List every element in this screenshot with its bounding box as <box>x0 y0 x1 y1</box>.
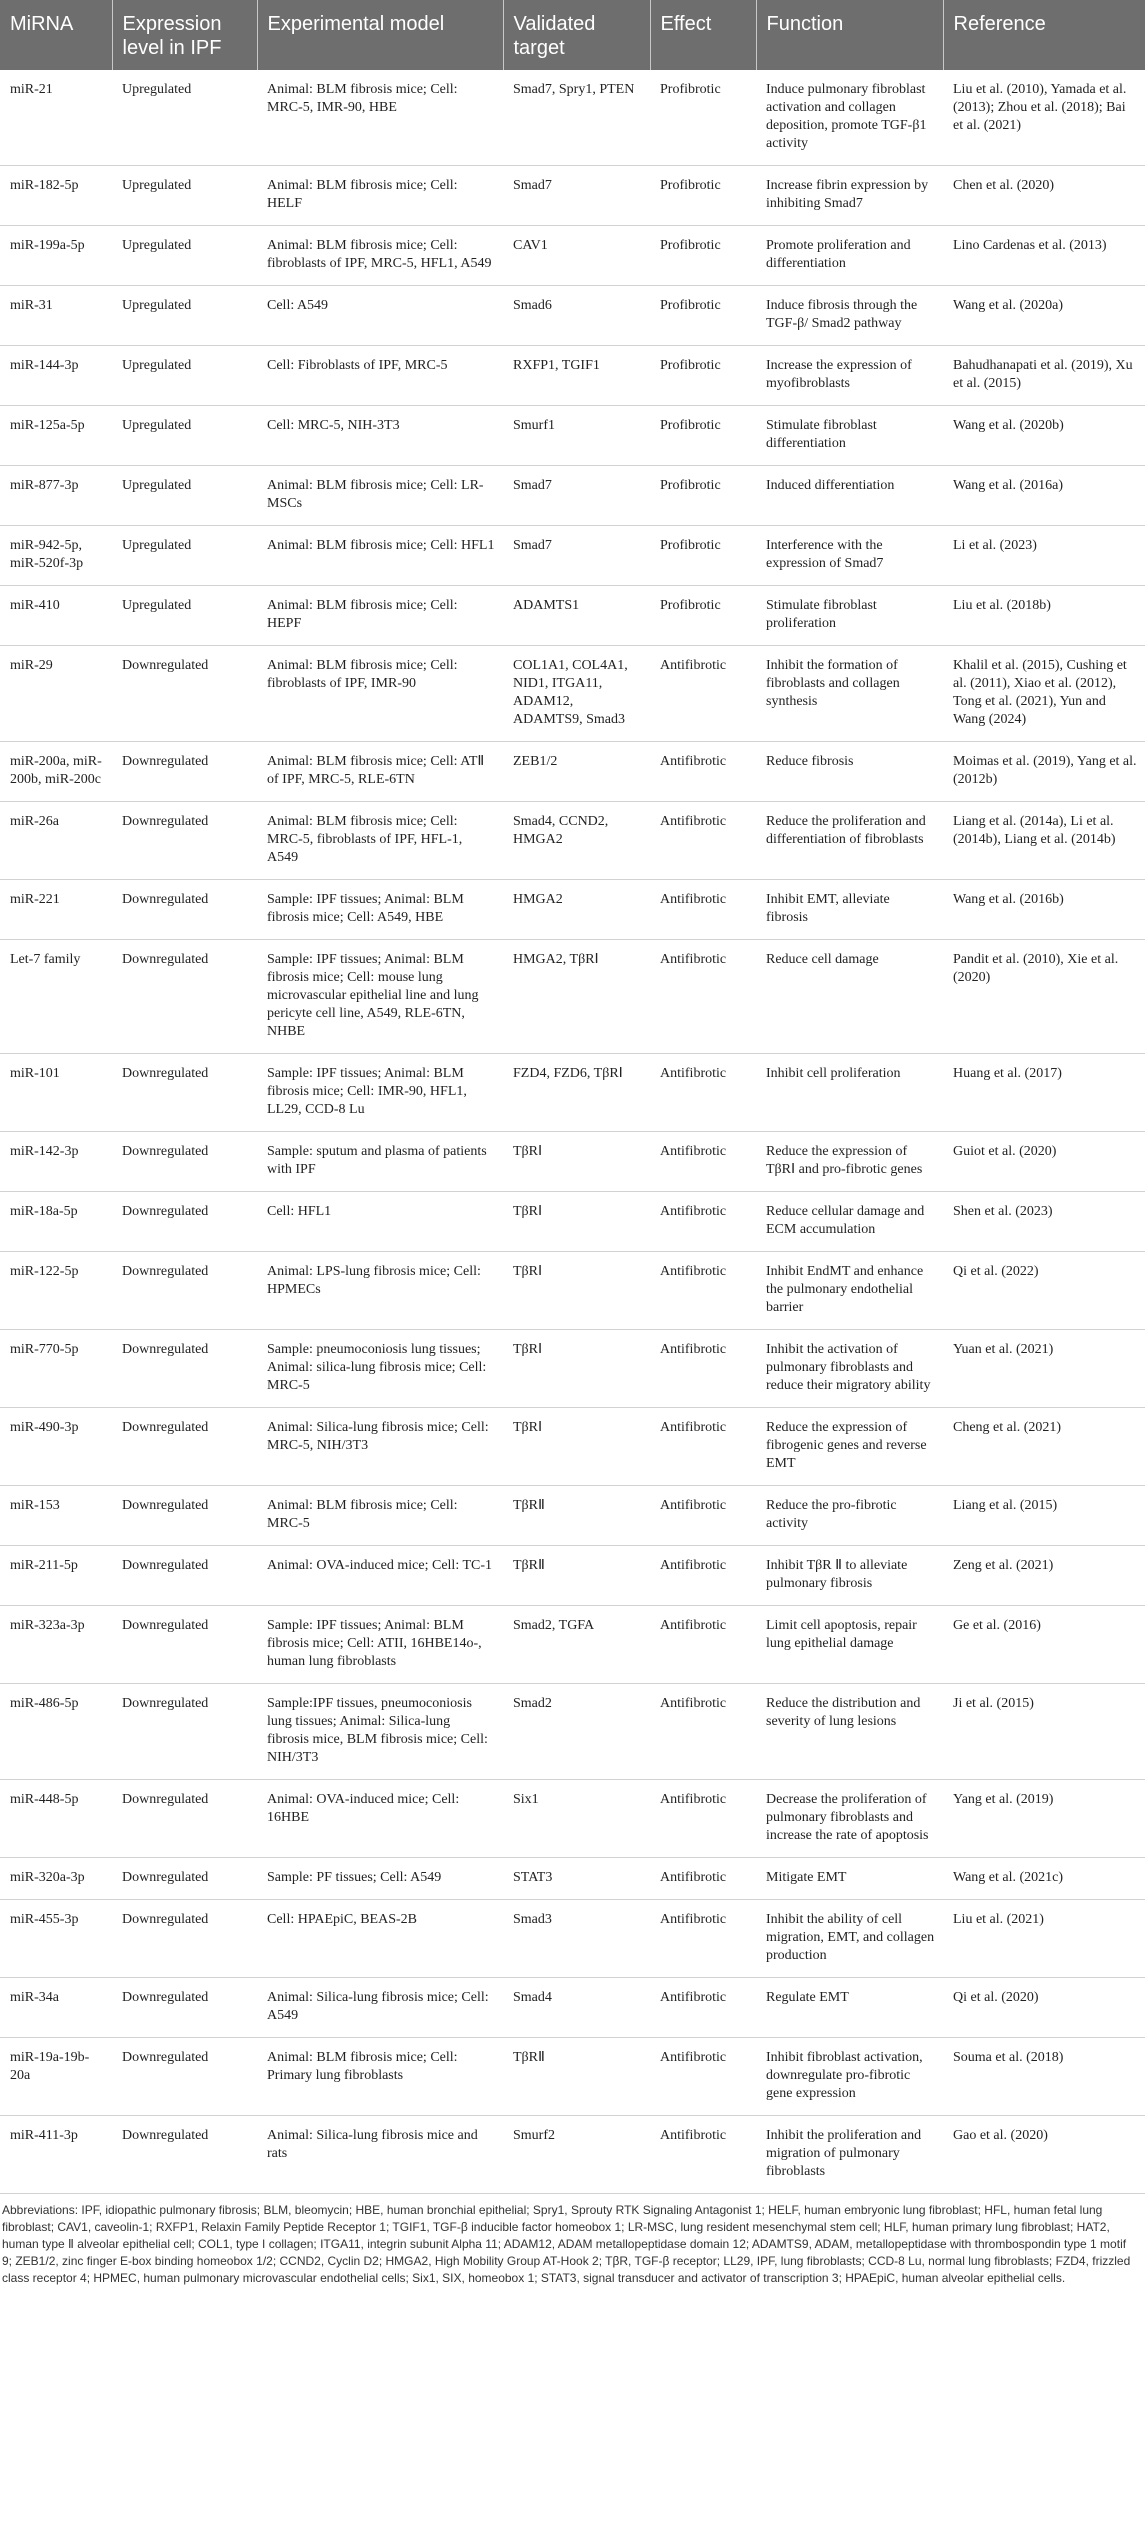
cell-effect: Antifibrotic <box>650 742 756 802</box>
cell-mirna: Let-7 family <box>0 940 112 1054</box>
cell-expression-level: Upregulated <box>112 346 257 406</box>
cell-effect: Profibrotic <box>650 406 756 466</box>
cell-mirna: miR-26a <box>0 802 112 880</box>
cell-function: Stimulate fibroblast proliferation <box>756 586 943 646</box>
cell-validated-target: FZD4, FZD6, TβRⅠ <box>503 1054 650 1132</box>
cell-mirna: miR-221 <box>0 880 112 940</box>
cell-effect: Profibrotic <box>650 70 756 166</box>
cell-experimental-model: Animal: BLM fibrosis mice; Cell: MRC-5, IMR-90, HBE <box>257 70 503 166</box>
cell-expression-level: Upregulated <box>112 466 257 526</box>
cell-expression-level: Downregulated <box>112 1408 257 1486</box>
cell-experimental-model: Animal: BLM fibrosis mice; Cell: ATⅡ of IPF, MRC-5, RLE-6TN <box>257 742 503 802</box>
cell-expression-level: Downregulated <box>112 1606 257 1684</box>
cell-function: Increase fibrin expression by inhibiting Smad7 <box>756 166 943 226</box>
cell-function: Reduce the expression of TβRⅠ and pro-fibrotic genes <box>756 1132 943 1192</box>
cell-expression-level: Downregulated <box>112 1780 257 1858</box>
table-row <box>0 1546 1145 1606</box>
cell-experimental-model: Animal: OVA-induced mice; Cell: 16HBE <box>257 1780 503 1858</box>
cell-reference: Gao et al. (2020) <box>943 2116 1145 2194</box>
cell-validated-target: HMGA2, TβRⅠ <box>503 940 650 1054</box>
table-row <box>0 742 1145 802</box>
cell-reference: Qi et al. (2022) <box>943 1252 1145 1330</box>
cell-validated-target: TβRⅠ <box>503 1192 650 1252</box>
cell-effect: Antifibrotic <box>650 1132 756 1192</box>
cell-mirna: miR-31 <box>0 286 112 346</box>
cell-experimental-model: Cell: A549 <box>257 286 503 346</box>
cell-effect: Profibrotic <box>650 466 756 526</box>
cell-function: Induced differentiation <box>756 466 943 526</box>
cell-expression-level: Downregulated <box>112 1330 257 1408</box>
cell-expression-level: Upregulated <box>112 406 257 466</box>
header-reference: Reference <box>943 0 1145 70</box>
cell-reference: Ge et al. (2016) <box>943 1606 1145 1684</box>
cell-expression-level: Upregulated <box>112 166 257 226</box>
cell-validated-target: TβRⅠ <box>503 1132 650 1192</box>
table-row <box>0 526 1145 586</box>
cell-experimental-model: Animal: BLM fibrosis mice; Cell: HELF <box>257 166 503 226</box>
table-row <box>0 2116 1145 2194</box>
cell-reference: Qi et al. (2020) <box>943 1978 1145 2038</box>
cell-effect: Profibrotic <box>650 166 756 226</box>
table-row <box>0 346 1145 406</box>
cell-reference: Liang et al. (2014a), Li et al. (2014b), Liang et al. (2014b) <box>943 802 1145 880</box>
cell-effect: Antifibrotic <box>650 1978 756 2038</box>
cell-reference: Khalil et al. (2015), Cushing et al. (2011), Xiao et al. (2012), Tong et al. (2021), Yun and Wang (2024) <box>943 646 1145 742</box>
cell-expression-level: Upregulated <box>112 70 257 166</box>
cell-mirna: miR-144-3p <box>0 346 112 406</box>
cell-validated-target: Smad7 <box>503 526 650 586</box>
table-row <box>0 586 1145 646</box>
cell-reference: Shen et al. (2023) <box>943 1192 1145 1252</box>
cell-reference: Cheng et al. (2021) <box>943 1408 1145 1486</box>
abbreviations-footnote: Abbreviations: IPF, idiopathic pulmonary fibrosis; BLM, bleomycin; HBE, human bronchial epithelial; Spry1, Sprouty RTK Signaling Antagonist 1; HELF, human embryonic lung fibroblast; HFL, human fetal lung fibroblast; CAV1, caveolin-1; RXFP1, Relaxin Family Peptide Receptor 1; TGIF1, TGF-β inducible factor homeobox 1; LR-MSC, lung resident mesenchymal stem cell; HLF, human primary lung fibroblast; HAT2, human type Ⅱ alveolar epithelial cell; COL1, type I collagen; ITGA11, integrin subunit Alpha 11; ADAM12, ADAM metallopeptidase domain 12; ADAMTS9, ADAM, metallopeptidase with thrombospondin type 1 motif 9; ZEB1/2, zinc finger E-box binding homeobox 1/2; CCND2, Cyclin D2; HMGA2, High Mobility Group AT-Hook 2; TβR, TGF-β receptor; LL29, IPF, lung fibroblasts; CCD-8 Lu, normal lung fibroblasts; FZD4, frizzled class receptor 4; HPMEC, human pulmonary microvascular endothelial cells; Six1, SIX, homeobox 1; STAT3, signal transducer and activator of transcription 3; HPAEpiC, human alveolar epithelial cells. <box>2 2203 1131 2285</box>
cell-expression-level: Upregulated <box>112 526 257 586</box>
cell-experimental-model: Sample: IPF tissues; Animal: BLM fibrosis mice; Cell: ATII, 16HBE14o-, human lung fibroblasts <box>257 1606 503 1684</box>
cell-experimental-model: Sample:IPF tissues, pneumoconiosis lung tissues; Animal: Silica-lung fibrosis mice, BLM fibrosis mice; Cell: NIH/3T3 <box>257 1684 503 1780</box>
cell-mirna: miR-18a-5p <box>0 1192 112 1252</box>
cell-expression-level: Downregulated <box>112 1192 257 1252</box>
table-row <box>0 226 1145 286</box>
cell-validated-target: Smad3 <box>503 1900 650 1978</box>
cell-reference: Guiot et al. (2020) <box>943 1132 1145 1192</box>
cell-experimental-model: Sample: pneumoconiosis lung tissues; Animal: silica-lung fibrosis mice; Cell: MRC-5 <box>257 1330 503 1408</box>
cell-experimental-model: Cell: HFL1 <box>257 1192 503 1252</box>
cell-effect: Antifibrotic <box>650 1486 756 1546</box>
header-function: Function <box>756 0 943 70</box>
cell-function: Limit cell apoptosis, repair lung epithelial damage <box>756 1606 943 1684</box>
cell-mirna: miR-122-5p <box>0 1252 112 1330</box>
cell-function: Reduce the proliferation and differentiation of fibroblasts <box>756 802 943 880</box>
cell-mirna: miR-101 <box>0 1054 112 1132</box>
cell-validated-target: Smad7 <box>503 466 650 526</box>
cell-expression-level: Downregulated <box>112 1132 257 1192</box>
cell-validated-target: TβRⅡ <box>503 1486 650 1546</box>
cell-effect: Antifibrotic <box>650 1408 756 1486</box>
cell-validated-target: HMGA2 <box>503 880 650 940</box>
cell-validated-target: Smad2, TGFA <box>503 1606 650 1684</box>
table-row <box>0 1408 1145 1486</box>
cell-experimental-model: Animal: BLM fibrosis mice; Cell: HEPF <box>257 586 503 646</box>
cell-expression-level: Downregulated <box>112 1546 257 1606</box>
table-row <box>0 286 1145 346</box>
cell-expression-level: Downregulated <box>112 1900 257 1978</box>
cell-reference: Wang et al. (2016b) <box>943 880 1145 940</box>
table-row <box>0 70 1145 166</box>
cell-experimental-model: Animal: BLM fibrosis mice; Cell: MRC-5, fibroblasts of IPF, HFL-1, A549 <box>257 802 503 880</box>
cell-effect: Profibrotic <box>650 286 756 346</box>
cell-experimental-model: Animal: LPS-lung fibrosis mice; Cell: HPMECs <box>257 1252 503 1330</box>
table-row <box>0 1780 1145 1858</box>
cell-reference: Wang et al. (2021c) <box>943 1858 1145 1900</box>
cell-mirna: miR-455-3p <box>0 1900 112 1978</box>
cell-function: Regulate EMT <box>756 1978 943 2038</box>
cell-reference: Ji et al. (2015) <box>943 1684 1145 1780</box>
cell-function: Promote proliferation and differentiation <box>756 226 943 286</box>
cell-mirna: miR-34a <box>0 1978 112 2038</box>
cell-function: Induce pulmonary fibroblast activation and collagen deposition, promote TGF-β1 activity <box>756 70 943 166</box>
cell-expression-level: Downregulated <box>112 1978 257 2038</box>
header-mirna: MiRNA <box>0 0 112 70</box>
header-effect: Effect <box>650 0 756 70</box>
cell-effect: Antifibrotic <box>650 1900 756 1978</box>
cell-reference: Chen et al. (2020) <box>943 166 1145 226</box>
header-expression-level: Expression level in IPF <box>112 0 257 70</box>
cell-validated-target: RXFP1, TGIF1 <box>503 346 650 406</box>
cell-reference: Wang et al. (2016a) <box>943 466 1145 526</box>
cell-function: Increase the expression of myofibroblasts <box>756 346 943 406</box>
cell-effect: Antifibrotic <box>650 1252 756 1330</box>
cell-effect: Antifibrotic <box>650 940 756 1054</box>
cell-validated-target: Smurf2 <box>503 2116 650 2194</box>
cell-mirna: miR-323a-3p <box>0 1606 112 1684</box>
cell-experimental-model: Animal: OVA-induced mice; Cell: TC-1 <box>257 1546 503 1606</box>
table-row <box>0 1330 1145 1408</box>
table-row <box>0 1192 1145 1252</box>
cell-mirna: miR-770-5p <box>0 1330 112 1408</box>
cell-effect: Profibrotic <box>650 526 756 586</box>
cell-expression-level: Downregulated <box>112 1858 257 1900</box>
cell-function: Inhibit EndMT and enhance the pulmonary endothelial barrier <box>756 1252 943 1330</box>
cell-validated-target: TβRⅡ <box>503 2038 650 2116</box>
table-row <box>0 1978 1145 2038</box>
cell-experimental-model: Animal: Silica-lung fibrosis mice and rats <box>257 2116 503 2194</box>
cell-function: Reduce the pro-fibrotic activity <box>756 1486 943 1546</box>
cell-experimental-model: Sample: IPF tissues; Animal: BLM fibrosis mice; Cell: mouse lung microvascular epithelial line and lung pericyte cell line, A549, RLE-6TN, NHBE <box>257 940 503 1054</box>
cell-effect: Antifibrotic <box>650 1192 756 1252</box>
cell-expression-level: Downregulated <box>112 2038 257 2116</box>
table-body <box>0 70 1145 2194</box>
cell-experimental-model: Sample: IPF tissues; Animal: BLM fibrosis mice; Cell: A549, HBE <box>257 880 503 940</box>
cell-reference: Huang et al. (2017) <box>943 1054 1145 1132</box>
cell-function: Reduce cellular damage and ECM accumulation <box>756 1192 943 1252</box>
cell-function: Reduce cell damage <box>756 940 943 1054</box>
cell-function: Interference with the expression of Smad7 <box>756 526 943 586</box>
cell-mirna: miR-182-5p <box>0 166 112 226</box>
cell-experimental-model: Sample: IPF tissues; Animal: BLM fibrosis mice; Cell: IMR-90, HFL1, LL29, CCD-8 Lu <box>257 1054 503 1132</box>
cell-mirna: miR-942-5p, miR-520f-3p <box>0 526 112 586</box>
cell-validated-target: Smad7 <box>503 166 650 226</box>
table-row <box>0 940 1145 1054</box>
cell-mirna: miR-125a-5p <box>0 406 112 466</box>
cell-validated-target: ZEB1/2 <box>503 742 650 802</box>
cell-mirna: miR-142-3p <box>0 1132 112 1192</box>
cell-effect: Antifibrotic <box>650 1684 756 1780</box>
cell-mirna: miR-211-5p <box>0 1546 112 1606</box>
cell-expression-level: Upregulated <box>112 586 257 646</box>
cell-expression-level: Upregulated <box>112 286 257 346</box>
cell-function: Inhibit the activation of pulmonary fibroblasts and reduce their migratory ability <box>756 1330 943 1408</box>
cell-experimental-model: Animal: Silica-lung fibrosis mice; Cell: A549 <box>257 1978 503 2038</box>
cell-expression-level: Downregulated <box>112 1486 257 1546</box>
table-row <box>0 802 1145 880</box>
cell-mirna: miR-200a, miR-200b, miR-200c <box>0 742 112 802</box>
table-row <box>0 1858 1145 1900</box>
cell-function: Reduce the distribution and severity of lung lesions <box>756 1684 943 1780</box>
cell-validated-target: STAT3 <box>503 1858 650 1900</box>
cell-effect: Antifibrotic <box>650 2038 756 2116</box>
table-row <box>0 2038 1145 2116</box>
cell-function: Inhibit TβR Ⅱ to alleviate pulmonary fibrosis <box>756 1546 943 1606</box>
cell-reference: Pandit et al. (2010), Xie et al. (2020) <box>943 940 1145 1054</box>
cell-expression-level: Downregulated <box>112 1684 257 1780</box>
cell-experimental-model: Sample: PF tissues; Cell: A549 <box>257 1858 503 1900</box>
cell-effect: Antifibrotic <box>650 1546 756 1606</box>
header-row <box>0 0 1145 70</box>
cell-validated-target: Smad7, Spry1, PTEN <box>503 70 650 166</box>
cell-effect: Antifibrotic <box>650 1858 756 1900</box>
cell-reference: Moimas et al. (2019), Yang et al. (2012b) <box>943 742 1145 802</box>
cell-function: Inhibit fibroblast activation, downregulate pro-fibrotic gene expression <box>756 2038 943 2116</box>
cell-reference: Yang et al. (2019) <box>943 1780 1145 1858</box>
cell-validated-target: Smad4 <box>503 1978 650 2038</box>
table-row <box>0 1054 1145 1132</box>
cell-mirna: miR-411-3p <box>0 2116 112 2194</box>
cell-reference: Yuan et al. (2021) <box>943 1330 1145 1408</box>
cell-effect: Profibrotic <box>650 586 756 646</box>
cell-mirna: miR-410 <box>0 586 112 646</box>
cell-mirna: miR-153 <box>0 1486 112 1546</box>
cell-expression-level: Downregulated <box>112 880 257 940</box>
cell-experimental-model: Animal: BLM fibrosis mice; Cell: LR-MSCs <box>257 466 503 526</box>
cell-mirna: miR-29 <box>0 646 112 742</box>
cell-reference: Wang et al. (2020b) <box>943 406 1145 466</box>
cell-effect: Profibrotic <box>650 226 756 286</box>
table-row <box>0 166 1145 226</box>
cell-expression-level: Downregulated <box>112 646 257 742</box>
cell-experimental-model: Animal: BLM fibrosis mice; Cell: Primary lung fibroblasts <box>257 2038 503 2116</box>
cell-validated-target: Smad2 <box>503 1684 650 1780</box>
table-row <box>0 1252 1145 1330</box>
cell-validated-target: Smurf1 <box>503 406 650 466</box>
cell-experimental-model: Animal: BLM fibrosis mice; Cell: MRC-5 <box>257 1486 503 1546</box>
table-row <box>0 646 1145 742</box>
cell-expression-level: Downregulated <box>112 1252 257 1330</box>
cell-reference: Liang et al. (2015) <box>943 1486 1145 1546</box>
cell-experimental-model: Cell: HPAEpiC, BEAS-2B <box>257 1900 503 1978</box>
table-row <box>0 880 1145 940</box>
cell-effect: Antifibrotic <box>650 802 756 880</box>
header-validated-target: Validated target <box>503 0 650 70</box>
cell-effect: Profibrotic <box>650 346 756 406</box>
cell-validated-target: COL1A1, COL4A1, NID1, ITGA11, ADAM12, ADAMTS9, Smad3 <box>503 646 650 742</box>
table-row <box>0 1900 1145 1978</box>
cell-effect: Antifibrotic <box>650 1054 756 1132</box>
cell-experimental-model: Animal: BLM fibrosis mice; Cell: fibroblasts of IPF, MRC-5, HFL1, A549 <box>257 226 503 286</box>
cell-reference: Liu et al. (2010), Yamada et al. (2013); Zhou et al. (2018); Bai et al. (2021) <box>943 70 1145 166</box>
cell-validated-target: TβRⅠ <box>503 1252 650 1330</box>
cell-mirna: miR-320a-3p <box>0 1858 112 1900</box>
cell-function: Inhibit the proliferation and migration of pulmonary fibroblasts <box>756 2116 943 2194</box>
cell-mirna: miR-19a-19b-20a <box>0 2038 112 2116</box>
cell-validated-target: TβRⅠ <box>503 1408 650 1486</box>
cell-validated-target: TβRⅡ <box>503 1546 650 1606</box>
cell-experimental-model: Cell: Fibroblasts of IPF, MRC-5 <box>257 346 503 406</box>
cell-validated-target: Smad6 <box>503 286 650 346</box>
cell-effect: Antifibrotic <box>650 1780 756 1858</box>
table-row <box>0 1132 1145 1192</box>
cell-experimental-model: Animal: Silica-lung fibrosis mice; Cell: MRC-5, NIH/3T3 <box>257 1408 503 1486</box>
cell-reference: Souma et al. (2018) <box>943 2038 1145 2116</box>
cell-expression-level: Downregulated <box>112 742 257 802</box>
header-experimental-model: Experimental model <box>257 0 503 70</box>
table-row <box>0 1486 1145 1546</box>
cell-expression-level: Downregulated <box>112 1054 257 1132</box>
cell-reference: Wang et al. (2020a) <box>943 286 1145 346</box>
cell-reference: Liu et al. (2021) <box>943 1900 1145 1978</box>
cell-effect: Antifibrotic <box>650 646 756 742</box>
table-header <box>0 0 1145 70</box>
cell-validated-target: TβRⅠ <box>503 1330 650 1408</box>
cell-reference: Li et al. (2023) <box>943 526 1145 586</box>
cell-function: Reduce fibrosis <box>756 742 943 802</box>
cell-experimental-model: Animal: BLM fibrosis mice; Cell: HFL1 <box>257 526 503 586</box>
cell-function: Inhibit the formation of fibroblasts and collagen synthesis <box>756 646 943 742</box>
cell-function: Inhibit the ability of cell migration, EMT, and collagen production <box>756 1900 943 1978</box>
cell-mirna: miR-877-3p <box>0 466 112 526</box>
cell-function: Mitigate EMT <box>756 1858 943 1900</box>
cell-expression-level: Upregulated <box>112 226 257 286</box>
cell-function: Decrease the proliferation of pulmonary fibroblasts and increase the rate of apoptosis <box>756 1780 943 1858</box>
cell-mirna: miR-486-5p <box>0 1684 112 1780</box>
cell-expression-level: Downregulated <box>112 2116 257 2194</box>
cell-effect: Antifibrotic <box>650 1606 756 1684</box>
cell-reference: Bahudhanapati et al. (2019), Xu et al. (2015) <box>943 346 1145 406</box>
cell-mirna: miR-21 <box>0 70 112 166</box>
cell-mirna: miR-199a-5p <box>0 226 112 286</box>
cell-expression-level: Downregulated <box>112 802 257 880</box>
cell-validated-target: ADAMTS1 <box>503 586 650 646</box>
cell-validated-target: Six1 <box>503 1780 650 1858</box>
table-row <box>0 1684 1145 1780</box>
cell-validated-target: CAV1 <box>503 226 650 286</box>
table-row <box>0 406 1145 466</box>
cell-function: Induce fibrosis through the TGF-β/ Smad2 pathway <box>756 286 943 346</box>
cell-mirna: miR-490-3p <box>0 1408 112 1486</box>
cell-effect: Antifibrotic <box>650 2116 756 2194</box>
cell-validated-target: Smad4, CCND2, HMGA2 <box>503 802 650 880</box>
cell-effect: Antifibrotic <box>650 880 756 940</box>
cell-reference: Zeng et al. (2021) <box>943 1546 1145 1606</box>
cell-function: Reduce the expression of fibrogenic genes and reverse EMT <box>756 1408 943 1486</box>
table-row <box>0 466 1145 526</box>
cell-function: Stimulate fibroblast differentiation <box>756 406 943 466</box>
cell-experimental-model: Sample: sputum and plasma of patients with IPF <box>257 1132 503 1192</box>
table-row <box>0 1606 1145 1684</box>
cell-mirna: miR-448-5p <box>0 1780 112 1858</box>
cell-effect: Antifibrotic <box>650 1330 756 1408</box>
cell-expression-level: Downregulated <box>112 940 257 1054</box>
cell-function: Inhibit EMT, alleviate fibrosis <box>756 880 943 940</box>
cell-reference: Lino Cardenas et al. (2013) <box>943 226 1145 286</box>
cell-function: Inhibit cell proliferation <box>756 1054 943 1132</box>
cell-experimental-model: Cell: MRC-5, NIH-3T3 <box>257 406 503 466</box>
cell-reference: Liu et al. (2018b) <box>943 586 1145 646</box>
cell-experimental-model: Animal: BLM fibrosis mice; Cell: fibroblasts of IPF, IMR-90 <box>257 646 503 742</box>
